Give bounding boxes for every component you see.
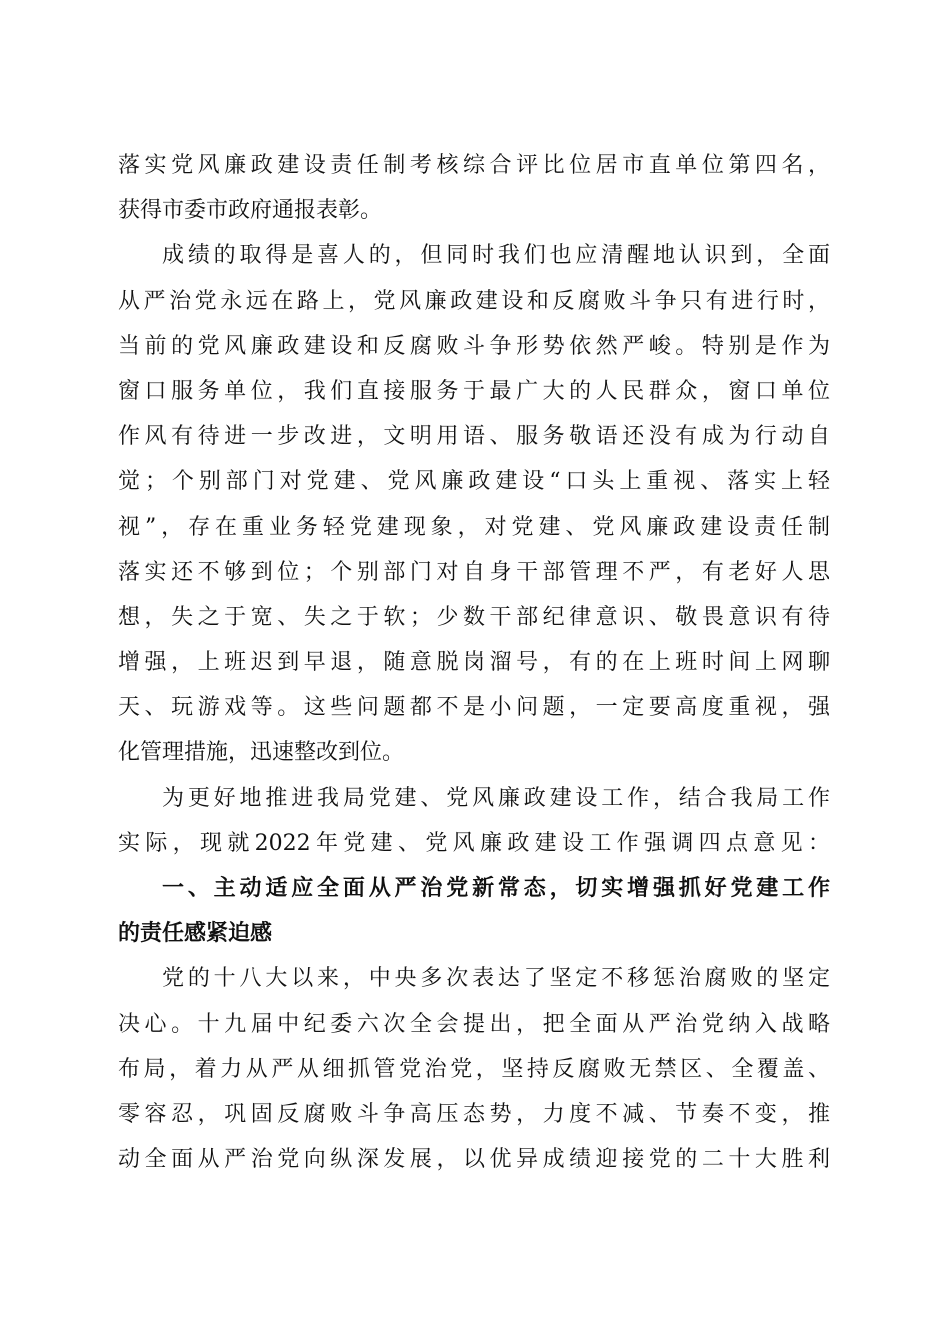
- text-line: 作风有待进一步改进，文明用语、服务敬语还没有成为行动自: [118, 424, 830, 450]
- text-line: 觉；个别部门对党建、党风廉政建设“口头上重视、落实上轻: [118, 469, 830, 495]
- text-line: 零容忍，巩固反腐败斗争高压态势，力度不减、节奏不变，推: [118, 1101, 830, 1127]
- text-line: 为更好地推进我局党建、党风廉政建设工作，结合我局工作: [162, 785, 830, 811]
- text-line: 当前的党风廉政建设和反腐败斗争形势依然严峻。特别是作为: [118, 333, 830, 359]
- text-line: 成绩的取得是喜人的，但同时我们也应清醒地认识到，全面: [162, 243, 830, 269]
- text-line: 窗口服务单位，我们直接服务于最广大的人民群众，窗口单位: [118, 378, 830, 404]
- text-line: 党的十八大以来，中央多次表达了坚定不移惩治腐败的坚定: [162, 966, 830, 992]
- text-line: 从严治党永远在路上，党风廉政建设和反腐败斗争只有进行时，: [118, 288, 830, 314]
- text-line: 天、玩游戏等。这些问题都不是小问题，一定要高度重视，强: [118, 695, 830, 721]
- paragraph-continuation: [118, 143, 830, 233]
- text-line: 实际，现就2022年党建、党风廉政建设工作强调四点意见：: [118, 830, 830, 856]
- text-line: 视”，存在重业务轻党建现象，对党建、党风廉政建设责任制: [118, 514, 830, 540]
- text-line: 获得市委市政府通报表彰。: [118, 198, 383, 224]
- text-line: 决心。十九届中纪委六次全会提出，把全面从严治党纳入战略: [118, 1011, 830, 1037]
- paragraph-problems: [118, 233, 830, 775]
- text-line: 想，失之于宽、失之于软；少数干部纪律意识、敬畏意识有待: [118, 604, 830, 630]
- heading-line: 的责任感紧迫感: [118, 921, 273, 947]
- section-heading: [118, 866, 830, 956]
- text-line: 化管理措施，迅速整改到位。: [118, 740, 405, 766]
- text-line: 动全面从严治党向纵深发展，以优异成绩迎接党的二十大胜利: [118, 1147, 830, 1173]
- paragraph-intro: [118, 776, 830, 866]
- heading-line: 一、主动适应全面从严治党新常态，切实增强抓好党建工作: [162, 876, 830, 901]
- text-line: 增强，上班迟到早退，随意脱岗溜号，有的在上班时间上网聊: [118, 650, 830, 676]
- text-line: 落实党风廉政建设责任制考核综合评比位居市直单位第四名，: [118, 153, 830, 178]
- paragraph-section-body: [118, 956, 830, 1182]
- text-line: 落实还不够到位；个别部门对自身干部管理不严，有老好人思: [118, 559, 830, 585]
- text-line: 布局，着力从严从细抓管党治党，坚持反腐败无禁区、全覆盖、: [118, 1056, 830, 1082]
- document-body: [118, 143, 830, 1182]
